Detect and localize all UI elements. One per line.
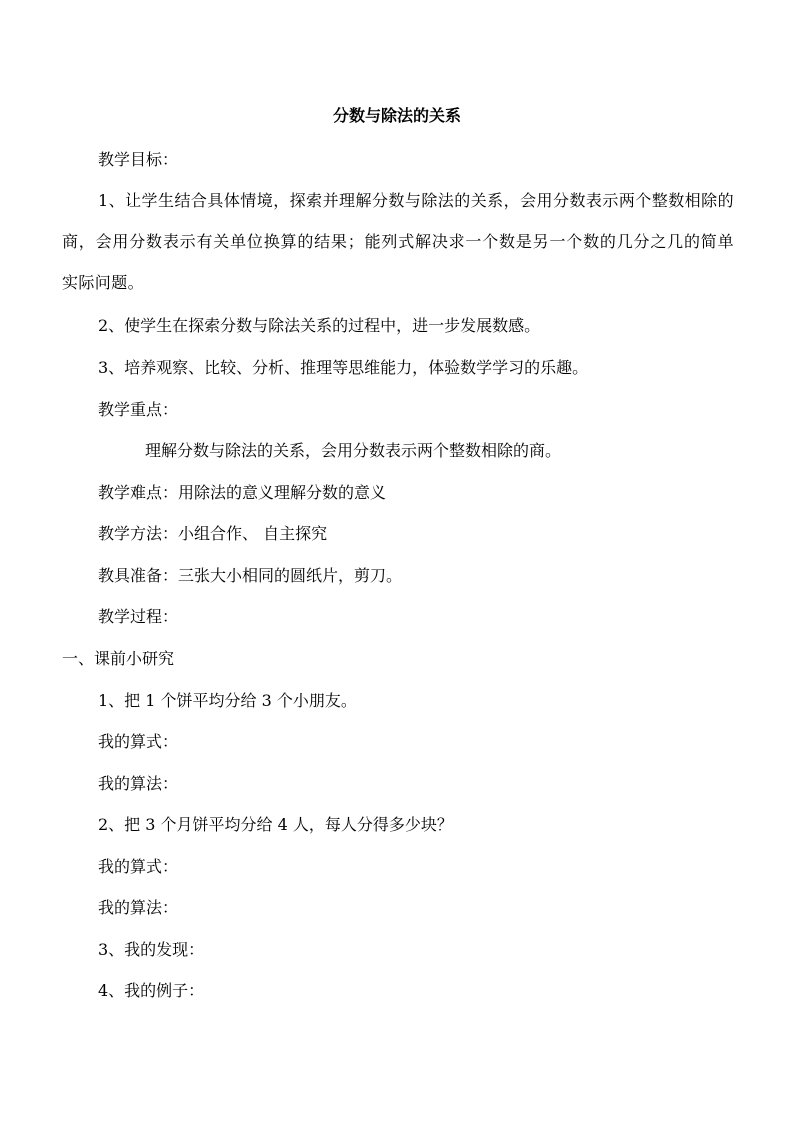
process-heading: 教学过程： [98,607,179,626]
method-label-2: 我的算法： [98,898,179,917]
objective-1: 1、让学生结合具体情境，探索并理解分数与除法的关系，会用分数表示两个整数相除的商，会用分数表示有关单位换算的结果；能列式解决求一个数是另一个数的几分之几的简单实际问题。 [62,191,734,292]
objectives-heading: 教学目标： [98,150,179,169]
formula-label-1: 我的算式： [98,732,179,751]
objective-3: 3、培养观察、比较、分析、推理等思维能力，体验数学学习的乐趣。 [98,358,589,377]
method-label-1: 我的算法： [98,774,179,793]
task-1: 1、把 1 个饼平均分给 3 个小朋友。 [98,691,357,710]
teaching-method: 教学方法：小组合作、 自主探究 [98,524,328,543]
page-title: 分数与除法的关系 [332,106,461,125]
key-point: 理解分数与除法的关系，会用分数表示两个整数相除的商。 [145,441,562,460]
objective-2: 2、使学生在探索分数与除法关系的过程中，进一步发展数感。 [98,316,541,335]
section-1-heading: 一、课前小研究 [62,649,175,668]
teaching-materials: 教具准备：三张大小相同的圆纸片，剪刀。 [98,566,403,585]
example-label: 4、我的例子： [98,981,205,1000]
discovery-label: 3、我的发现： [98,940,205,959]
teaching-difficulty: 教学难点：用除法的意义理解分数的意义 [98,483,387,502]
key-point-heading: 教学重点： [98,400,179,419]
formula-label-2: 我的算式： [98,857,179,876]
task-2: 2、把 3 个月饼平均分给 4 人，每人分得多少块？ [98,815,453,834]
